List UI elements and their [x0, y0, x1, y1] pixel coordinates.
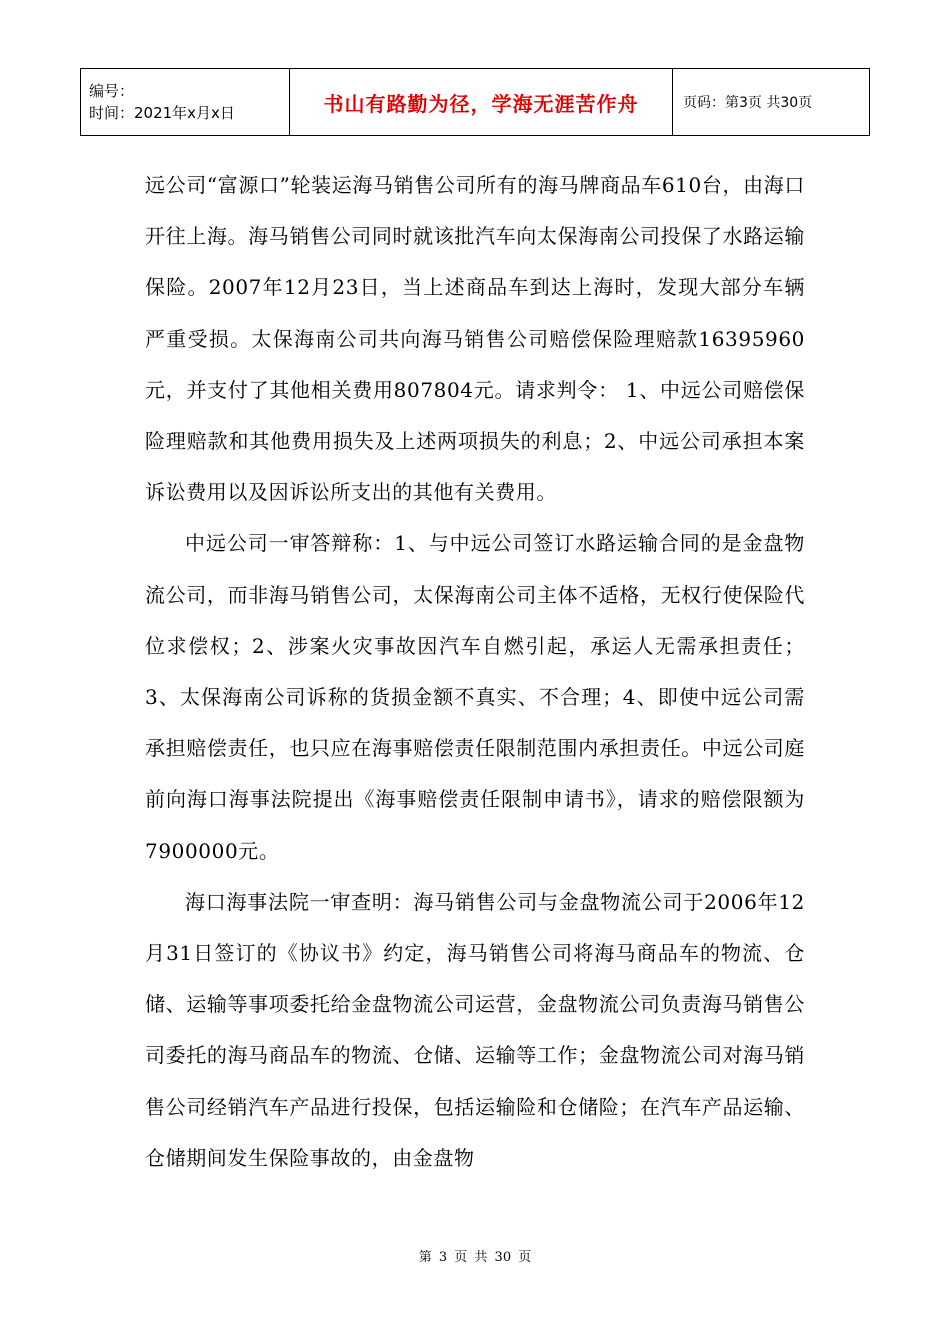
page-footer: 第 3 页 共 30 页 [418, 1250, 532, 1265]
document-header [80, 68, 870, 136]
paragraph-defense: 中远公司一审答辩称：1、与中远公司签订水路运输合同的是金盘物流公司，而非海马销售公司，太保海南公司主体不适格，无权行使保险代位求偿权；2、涉案火灾事故因汽车自燃引起，承运人无需承担责任；3、太保海南公司诉称的货损金额不真实、不合理；4、即使中远公司需承担赔偿责任，也只应在海事赔偿责任限制范围内承担责任。中远公司庭前向海口海事法院提出《海事赔偿责任限制申请书》，请求的赔偿限额为7900000元。 [145, 531, 805, 863]
header-meta-cell [81, 69, 290, 136]
paragraph-findings: 海口海事法院一审查明：海马销售公司与金盘物流公司于2006年12月31日签订的《协议书》约定，海马销售公司将海马商品车的物流、仓储、运输等事项委托给金盘物流公司运营，金盘物流公司负责海马销售公司委托的海马商品车的物流、仓储、运输等工作；金盘物流公司对海马销售公司经销汽车产品进行投保，包括运输险和仓储险；在汽车产品运输、仓储期间发生保险事故的，由金盘物 [145, 889, 805, 1170]
paragraph-continued: 远公司“富源口”轮装运海马销售公司所有的海马牌商品车610台，由海口开往上海。海马销售公司同时就该批汽车向太保海南公司投保了水路运输保险。2007年12月23日，当上述商品车到达上海时，发现大部分车辆严重受损。太保海南公司共向海马销售公司赔偿保险理赔款16395960元，并支付了其他相关费用807804元。请求判令： 1、中远公司赔偿保险理赔款和其他费用损失及上述两项损失的利息；2、中远公司承担本案诉讼费用以及因诉讼所支出的其他有关费用。 [145, 173, 805, 505]
header-motto: 书山有路勤为径，学海无涯苦作舟 [290, 69, 673, 136]
document-number-label: 编号： [89, 82, 135, 100]
document-date-label: 时间：2021年x月x日 [89, 104, 235, 122]
document-body [145, 160, 805, 1184]
header-page-label: 页码：第3页 共30页 [673, 69, 870, 136]
